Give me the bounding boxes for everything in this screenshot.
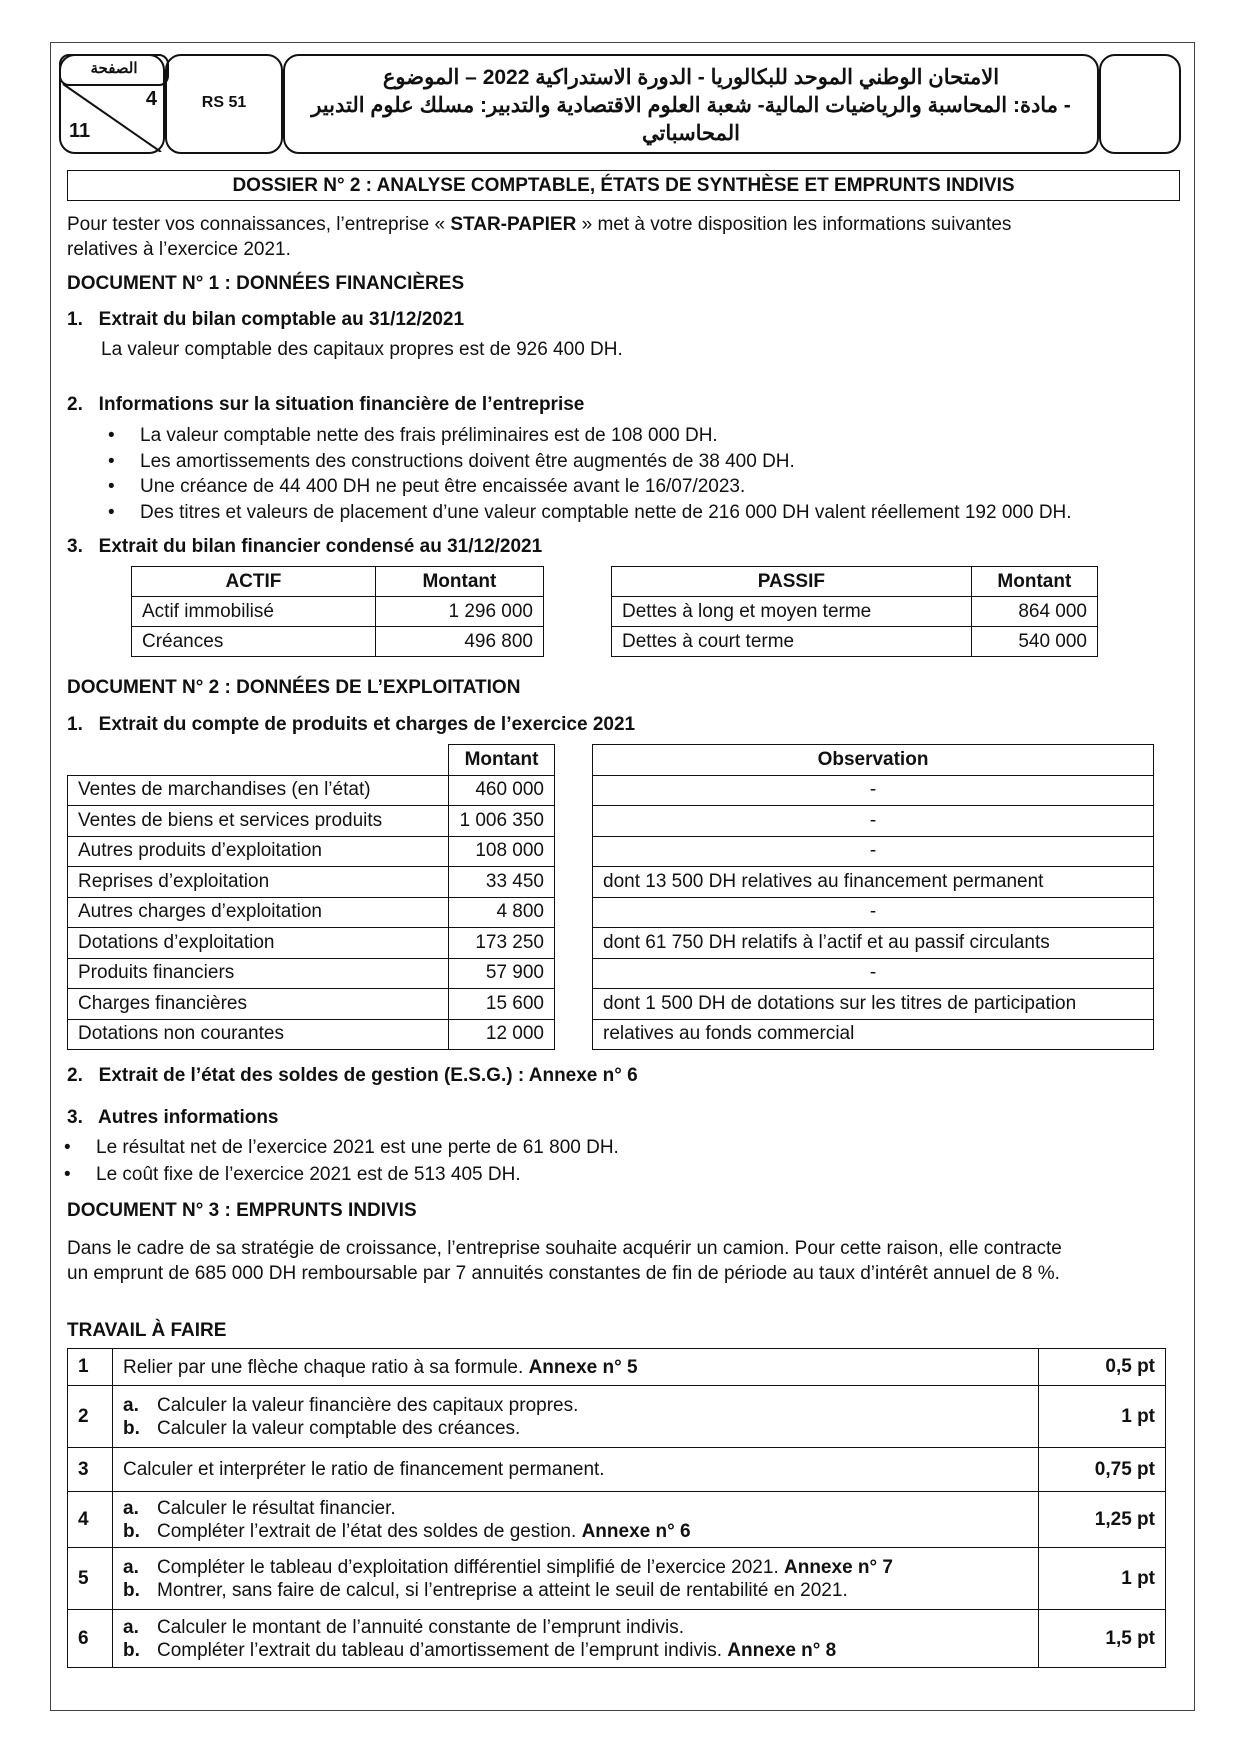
table-row: [132, 627, 544, 657]
task-points: 0,5 pt: [1039, 1349, 1166, 1386]
task-points: 0,75 pt: [1039, 1448, 1166, 1492]
label-cell: Dettes à court terme: [612, 627, 972, 657]
amount-cell: 4 800: [449, 897, 555, 928]
table-row: [68, 958, 555, 989]
cpc-table: [67, 744, 555, 1050]
task-item: [123, 1616, 1028, 1639]
doc2-s3-title: 3. Autres informations: [67, 1107, 279, 1128]
observation-cell: dont 61 750 DH relatifs à l’actif et au passif circulants: [593, 928, 1154, 959]
table-header-row: [593, 745, 1154, 776]
task-points: 1,25 pt: [1039, 1492, 1166, 1548]
observation-cell: -: [593, 775, 1154, 806]
task-text: Relier par une flèche chaque ratio à sa formule.: [123, 1356, 529, 1378]
task-text: Calculer la valeur financière des capitaux propres.: [157, 1394, 579, 1416]
amount-cell: 864 000: [971, 597, 1097, 627]
doc3-line2: un emprunt de 685 000 DH remboursable par 7 annuités constantes de fin de période au taux d’intérêt annuel de 8 %.: [67, 1263, 1060, 1284]
task-points: 1 pt: [1039, 1548, 1166, 1610]
label-cell: Dotations non courantes: [68, 1019, 449, 1050]
table-row: [68, 989, 555, 1020]
annex-ref: Annexe n° 6: [581, 1520, 691, 1542]
table-row: [68, 867, 555, 898]
task-row: [68, 1610, 1166, 1668]
table-row: [68, 897, 555, 928]
bullet-item: • Des titres et valeurs de placement d’une valeur comptable nette de 216 000 DH valent réellement 192 000 DH.: [140, 502, 1072, 524]
observation-cell: -: [593, 806, 1154, 837]
observation-cell: -: [593, 836, 1154, 867]
table-row: [612, 627, 1098, 657]
label-cell: Ventes de marchandises (en l’état): [68, 775, 449, 806]
task-description: [113, 1448, 1039, 1492]
label-cell: Autres charges d’exploitation: [68, 897, 449, 928]
doc1-s2-title: 2. Informations sur la situation financière de l’entreprise: [67, 394, 585, 415]
doc1-s1-text: La valeur comptable des capitaux propres est de 926 400 DH.: [101, 339, 623, 360]
amount-cell: 460 000: [449, 775, 555, 806]
bullet-item: • Une créance de 44 400 DH ne peut être encaissée avant le 16/07/2023.: [140, 476, 745, 498]
task-text: Calculer et interpréter le ratio de financement permanent.: [123, 1459, 605, 1480]
amount-cell: 173 250: [449, 928, 555, 959]
observation-cell: dont 1 500 DH de dotations sur les titres de participation: [593, 989, 1154, 1020]
table-row: [132, 597, 544, 627]
task-item: [123, 1579, 1028, 1602]
intro-text: Pour tester vos connaissances, l’entreprise «: [67, 214, 451, 235]
amount-cell: 15 600: [449, 989, 555, 1020]
observation-cell: dont 13 500 DH relatives au financement permanent: [593, 867, 1154, 898]
column-header: Observation: [593, 745, 1154, 776]
exam-title-line3: المحاسباتي: [641, 122, 740, 145]
task-item: [123, 1417, 1028, 1440]
task-number: 1: [68, 1349, 113, 1386]
task-points: 1,5 pt: [1039, 1610, 1166, 1668]
doc1-title: DOCUMENT N° 1 : DONNÉES FINANCIÈRES: [67, 273, 465, 294]
task-row: [68, 1448, 1166, 1492]
label-cell: Actif immobilisé: [132, 597, 376, 627]
task-text: Calculer le résultat financier.: [157, 1497, 396, 1519]
task-description: [113, 1610, 1039, 1668]
table-row: [593, 897, 1154, 928]
amount-cell: 540 000: [971, 627, 1097, 657]
page-label: الصفحة: [59, 54, 169, 86]
intro-text-2: » met à votre disposition les informations suivantes: [576, 214, 1012, 235]
table-row: [68, 775, 555, 806]
task-points: 1 pt: [1039, 1386, 1166, 1448]
table-row: [593, 989, 1154, 1020]
label-cell: Ventes de biens et services produits: [68, 806, 449, 837]
annex-ref: Annexe n° 5: [528, 1356, 638, 1378]
column-header: ACTIF: [132, 567, 376, 597]
observation-cell: -: [593, 897, 1154, 928]
page-number-box: [59, 54, 165, 154]
task-row: [68, 1492, 1166, 1548]
task-item: [123, 1639, 1028, 1662]
task-number: 4: [68, 1492, 113, 1548]
travail-table: [67, 1348, 1166, 1668]
annex-ref: Annexe n° 7: [784, 1556, 893, 1578]
column-header: Montant: [449, 745, 555, 776]
task-description: [113, 1386, 1039, 1448]
column-header: Montant: [971, 567, 1097, 597]
company-name: STAR-PAPIER: [450, 214, 577, 235]
table-row: [68, 806, 555, 837]
task-text: Calculer la valeur comptable des créances.: [157, 1417, 521, 1439]
bullet-item: • Le résultat net de l’exercice 2021 est une perte de 61 800 DH.: [96, 1137, 619, 1159]
passif-table: [611, 566, 1098, 657]
task-number: 2: [68, 1386, 113, 1448]
doc2-s1-title: 1. Extrait du compte de produits et charges de l’exercice 2021: [67, 714, 636, 735]
observation-cell: -: [593, 958, 1154, 989]
task-description: [113, 1492, 1039, 1548]
page-total: 11: [69, 120, 91, 142]
task-letter: b.: [123, 1520, 140, 1542]
doc1-s3-title: 3. Extrait du bilan financier condensé au 31/12/2021: [67, 536, 543, 557]
doc3-paragraph: [67, 1236, 1062, 1286]
intro-paragraph: [67, 212, 1011, 262]
task-letter: a.: [123, 1394, 139, 1416]
task-number: 6: [68, 1610, 113, 1668]
task-text: Compléter l’extrait du tableau d’amortissement de l’emprunt indivis.: [157, 1639, 728, 1661]
column-header: Montant: [375, 567, 543, 597]
task-row: [68, 1349, 1166, 1386]
table-header-row: [68, 745, 555, 776]
table-row: [593, 775, 1154, 806]
task-letter: a.: [123, 1556, 139, 1578]
task-text: Compléter l’extrait de l’état des soldes de gestion.: [157, 1520, 582, 1542]
task-letter: b.: [123, 1417, 140, 1439]
code-box: [165, 54, 283, 154]
empty-cell: [68, 745, 449, 776]
label-cell: Créances: [132, 627, 376, 657]
table-row: [593, 958, 1154, 989]
label-cell: Produits financiers: [68, 958, 449, 989]
observation-table: [592, 744, 1154, 1050]
amount-cell: 1 296 000: [375, 597, 543, 627]
task-letter: b.: [123, 1639, 140, 1661]
task-letter: b.: [123, 1579, 140, 1601]
bullet-item: • Les amortissements des constructions doivent être augmentés de 38 400 DH.: [140, 451, 795, 473]
table-row: [593, 1019, 1154, 1050]
doc1-s1-title: 1. Extrait du bilan comptable au 31/12/2021: [67, 309, 465, 330]
task-row: [68, 1548, 1166, 1610]
amount-cell: 12 000: [449, 1019, 555, 1050]
task-item: [123, 1556, 1028, 1579]
table-row: [593, 836, 1154, 867]
task-letter: a.: [123, 1497, 139, 1519]
table-row: [68, 836, 555, 867]
amount-cell: 108 000: [449, 836, 555, 867]
observation-cell: relatives au fonds commercial: [593, 1019, 1154, 1050]
task-number: 3: [68, 1448, 113, 1492]
label-cell: Reprises d’exploitation: [68, 867, 449, 898]
bullet-item: • Le coût fixe de l’exercice 2021 est de 513 405 DH.: [96, 1164, 521, 1186]
amount-cell: 57 900: [449, 958, 555, 989]
task-item: [123, 1394, 1028, 1417]
amount-cell: 33 450: [449, 867, 555, 898]
task-description: [113, 1349, 1039, 1386]
actif-table: [131, 566, 544, 657]
task-row: [68, 1386, 1166, 1448]
table-row: [612, 597, 1098, 627]
blank-box: [1099, 54, 1181, 154]
exam-title-box: [283, 54, 1099, 154]
travail-title: TRAVAIL À FAIRE: [67, 1320, 227, 1341]
doc2-s2-title: 2. Extrait de l’état des soldes de gestion (E.S.G.) : Annexe n° 6: [67, 1065, 638, 1086]
bullet-item: • La valeur comptable nette des frais préliminaires est de 108 000 DH.: [140, 425, 718, 447]
task-item: [123, 1356, 1028, 1379]
amount-cell: 496 800: [375, 627, 543, 657]
task-item: [123, 1520, 1028, 1543]
doc3-line1: Dans le cadre de sa stratégie de croissance, l’entreprise souhaite acquérir un camion. Pour cette raison, elle contracte: [67, 1238, 1062, 1259]
task-number: 5: [68, 1548, 113, 1610]
task-item: [123, 1458, 1028, 1481]
intro-text-3: relatives à l’exercice 2021.: [67, 239, 291, 260]
table-header-row: [132, 567, 544, 597]
table-row: [593, 867, 1154, 898]
exam-code: RS 51: [201, 94, 247, 111]
doc3-title: DOCUMENT N° 3 : EMPRUNTS INDIVIS: [67, 1200, 417, 1221]
doc2-title: DOCUMENT N° 2 : DONNÉES DE L’EXPLOITATION: [67, 677, 521, 698]
annex-ref: Annexe n° 8: [727, 1639, 837, 1661]
exam-title-line1: الامتحان الوطني الموحد للبكالوريا - الدورة الاستدراكية 2022 – الموضوع: [382, 66, 1000, 89]
label-cell: Charges financières: [68, 989, 449, 1020]
task-text: Montrer, sans faire de calcul, si l’entreprise a atteint le seuil de rentabilité en 2021.: [157, 1579, 848, 1601]
label-cell: Dettes à long et moyen terme: [612, 597, 972, 627]
task-letter: a.: [123, 1616, 139, 1638]
task-description: [113, 1548, 1039, 1610]
task-text: Calculer le montant de l’annuité constante de l’emprunt indivis.: [157, 1616, 685, 1638]
table-row: [593, 806, 1154, 837]
dossier-title: DOSSIER N° 2 : ANALYSE COMPTABLE, ÉTATS DE SYNTHÈSE ET EMPRUNTS INDIVIS: [67, 170, 1180, 201]
exam-title-line2: - مادة: المحاسبة والرياضيات المالية- شعبة العلوم الاقتصادية والتدبير: مسلك علوم التدبير: [311, 94, 1071, 117]
table-header-row: [612, 567, 1098, 597]
task-text: Compléter le tableau d’exploitation différentiel simplifié de l’exercice 2021.: [157, 1556, 784, 1578]
amount-cell: 1 006 350: [449, 806, 555, 837]
table-row: [593, 928, 1154, 959]
label-cell: Autres produits d’exploitation: [68, 836, 449, 867]
column-header: PASSIF: [612, 567, 972, 597]
table-row: [68, 928, 555, 959]
page-number: 4: [145, 88, 157, 110]
task-item: [123, 1497, 1028, 1520]
table-row: [68, 1019, 555, 1050]
label-cell: Dotations d’exploitation: [68, 928, 449, 959]
